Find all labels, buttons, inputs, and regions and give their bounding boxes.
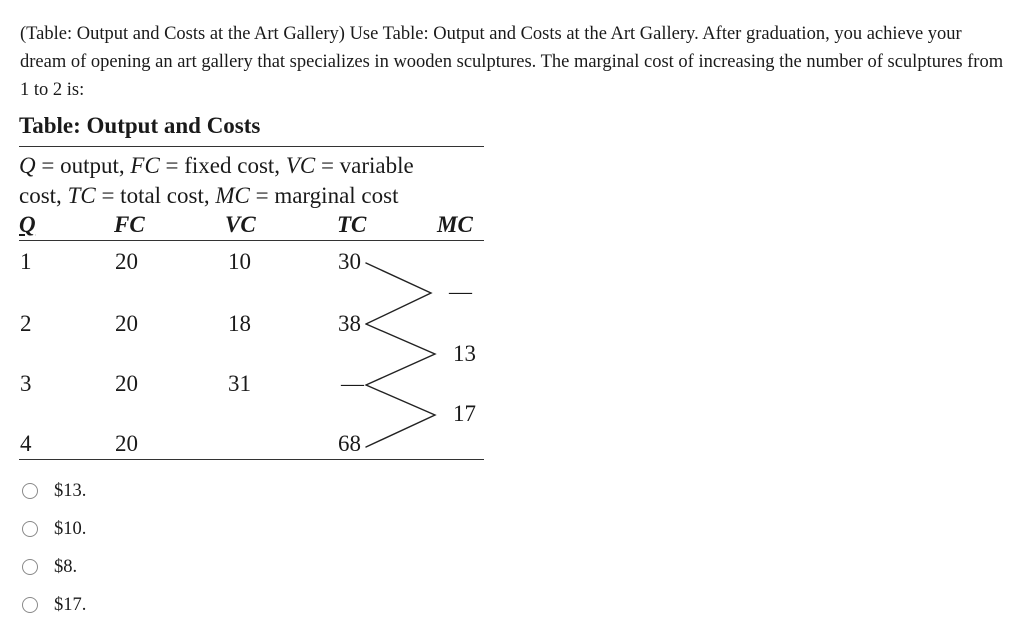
- mc-value-1-2: —: [449, 279, 472, 304]
- row1-tc: 30: [338, 249, 361, 274]
- legend-mc-symbol: MC: [215, 183, 250, 208]
- legend-vc-symbol: VC: [285, 153, 316, 178]
- row3-tc: —: [341, 371, 364, 396]
- option-label: $17.: [54, 594, 87, 615]
- row2-fc: 20: [115, 311, 138, 336]
- legend-fc-definition: = fixed cost,: [159, 153, 286, 178]
- legend-q-symbol: Q: [19, 153, 36, 178]
- legend-tc-symbol: TC: [67, 183, 96, 208]
- mc-value-2-3: 13: [453, 341, 476, 366]
- row3-q: 3: [20, 371, 32, 396]
- legend-q-definition: = output,: [35, 153, 131, 178]
- legend-fc-symbol: FC: [130, 153, 160, 178]
- row4-tc: 68: [338, 431, 361, 456]
- row2-q: 2: [20, 311, 32, 336]
- bracket-1-2: [366, 263, 431, 324]
- mc-bracket-lines: [19, 113, 485, 463]
- header-vc: VC: [225, 212, 256, 237]
- row1-q: 1: [20, 249, 32, 274]
- radio-icon[interactable]: [22, 483, 38, 499]
- row4-fc: 20: [115, 431, 138, 456]
- question-text: (Table: Output and Costs at the Art Gallery) Use Table: Output and Costs at the Art Gallery. After graduation, you achieve your dream of opening an art gallery that specializes in wooden sculptures. The marginal cost of increasing the number of sculptures from 1 to 2 is:: [20, 24, 1004, 100]
- header-mc: MC: [437, 212, 473, 237]
- row3-vc: 31: [228, 371, 251, 396]
- legend-vc-definition: = variable: [315, 153, 414, 178]
- legend-mc-definition: = marginal cost: [249, 183, 399, 208]
- legend-line2-start: cost,: [19, 183, 68, 208]
- option-label: $8.: [54, 556, 78, 577]
- legend-tc-definition: = total cost,: [95, 183, 216, 208]
- bottom-rule: [19, 459, 484, 460]
- option-label: $10.: [54, 518, 87, 539]
- option-label: $13.: [54, 480, 87, 501]
- row1-fc: 20: [115, 249, 138, 274]
- bracket-3-4: [366, 385, 435, 447]
- row1-vc: 10: [228, 249, 251, 274]
- row2-tc: 38: [338, 311, 361, 336]
- radio-icon[interactable]: [22, 597, 38, 613]
- table-title: Table: Output and Costs: [19, 113, 261, 138]
- row3-fc: 20: [115, 371, 138, 396]
- option-13[interactable]: [22, 472, 86, 510]
- row2-vc: 18: [228, 311, 251, 336]
- radio-icon[interactable]: [22, 521, 38, 537]
- header-tc: TC: [337, 212, 367, 237]
- answer-options: [22, 472, 86, 624]
- option-8[interactable]: [22, 548, 86, 586]
- cost-table: [19, 113, 485, 463]
- option-10[interactable]: [22, 510, 86, 548]
- bracket-2-3: [366, 324, 435, 385]
- radio-icon[interactable]: [22, 559, 38, 575]
- header-fc: FC: [114, 212, 145, 237]
- header-q: Q: [19, 212, 36, 237]
- row4-q: 4: [20, 431, 32, 456]
- mc-value-3-4: 17: [453, 401, 476, 426]
- option-17[interactable]: [22, 586, 86, 624]
